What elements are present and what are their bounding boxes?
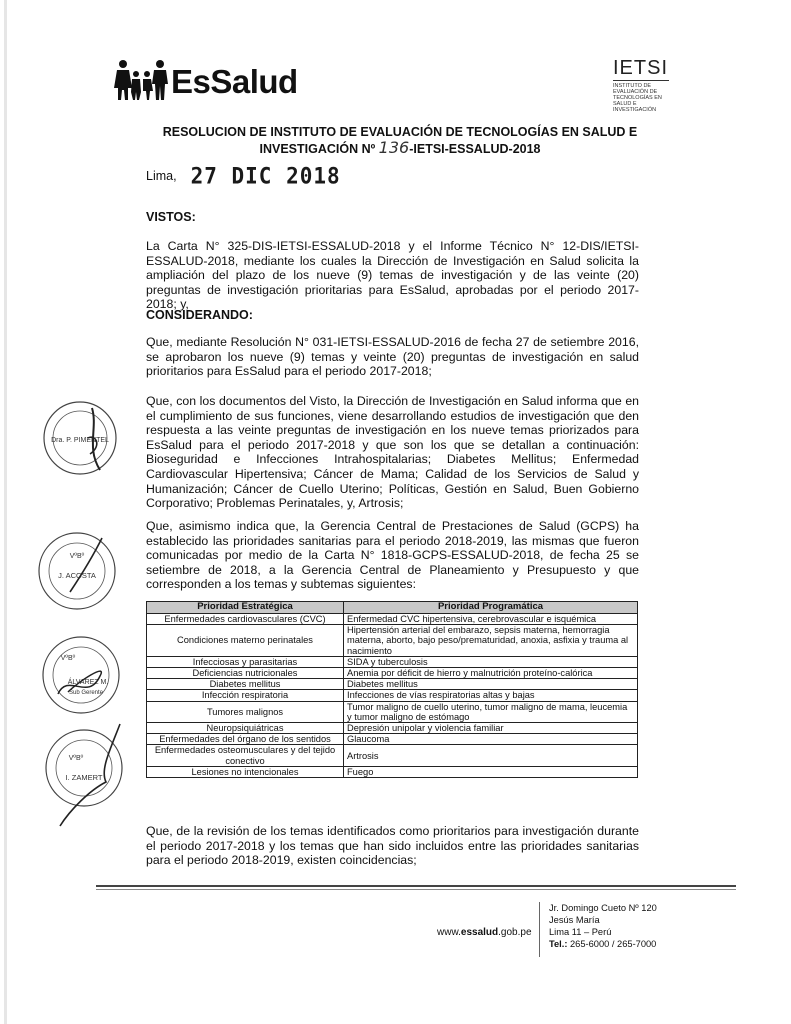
approval-stamp-1: [40, 398, 120, 478]
footer-separator: [539, 902, 540, 957]
table-cell: Hipertensión arterial del embarazo, sepsis materna, hemorragia materna, aborto, bajo peso/prematuridad, anoxia, asfixia y trauma al nacimiento: [344, 625, 638, 657]
seal-stamp-icon: [38, 632, 124, 718]
website-suffix: .gob.pe: [498, 927, 532, 938]
essalud-logo: [114, 58, 298, 102]
footer-divider: [96, 885, 736, 887]
tel-label: Tel.:: [549, 939, 568, 949]
table-cell: SIDA y tuberculosis: [344, 656, 638, 667]
table-row: [147, 734, 638, 745]
vistos-heading: VISTOS:: [146, 210, 196, 224]
table-cell: Fuego: [344, 766, 638, 777]
stamp-3-role: Sub Gerente: [68, 690, 104, 696]
approval-stamp-3: [38, 632, 124, 718]
footer-website[interactable]: [437, 927, 532, 938]
table-cell: Diabetes mellitus: [344, 679, 638, 690]
table-cell: Infecciones de vías respiratorias altas y bajas: [344, 690, 638, 701]
table-cell: Enfermedades del órgano de los sentidos: [147, 734, 344, 745]
table-cell: Anemia por déficit de hierro y malnutrición proteíno-calórica: [344, 668, 638, 679]
stamp-4-name: I. ZAMERT: [65, 773, 103, 782]
address-line-1: Jr. Domingo Cueto Nº 120: [549, 903, 657, 913]
priorities-table: [146, 601, 638, 778]
ietsi-acronym: IETSI: [613, 57, 669, 79]
table-row: [147, 701, 638, 722]
footer-divider-thin: [96, 889, 736, 890]
seal-stamp-icon: [32, 530, 122, 612]
table-cell: Enfermedades osteomusculares y del tejido conectivo: [147, 745, 344, 766]
website-bold: essalud: [460, 927, 499, 938]
table-cell: Neuropsiquiátricas: [147, 723, 344, 734]
address-line-2: Jesús María: [549, 915, 600, 925]
title-prefix: INVESTIGACIÓN Nº: [259, 142, 376, 156]
resolution-title: [140, 125, 660, 157]
table-row: [147, 723, 638, 734]
table-cell: Deficiencias nutricionales: [147, 668, 344, 679]
considerando-heading: CONSIDERANDO:: [146, 308, 253, 322]
ietsi-subtitle: INSTITUTO DE EVALUACIÓN DE TECNOLOGÍAS EN SALUD E INVESTIGACIÓN: [613, 83, 662, 113]
footer-address: [549, 902, 657, 950]
stamp-2-vb: VºBº: [69, 553, 85, 560]
table-cell: Infección respiratoria: [147, 690, 344, 701]
table-cell: Enfermedad CVC hipertensiva, cerebrovascular e isquémica: [344, 614, 638, 625]
table-cell: Condiciones materno perinatales: [147, 625, 344, 657]
considerando-paragraph-4: Que, de la revisión de los temas identificados como prioritarios para investigación durante el periodo 2017-2018 y los temas que han sido incluidos entre las prioridades sanitarias para el periodo 2018-2019, existen coincidencias;: [146, 824, 639, 868]
stamp-3-name: ÁLVAREZ M.: [67, 679, 109, 686]
approval-stamp-2: [32, 530, 122, 612]
table-cell: Tumores malignos: [147, 701, 344, 722]
table-header-programmatic: Prioridad Programática: [344, 602, 638, 614]
table-row: [147, 668, 638, 679]
date-label: Lima,: [146, 169, 177, 183]
table-row: [147, 766, 638, 777]
seal-stamp-icon: [40, 720, 136, 830]
considerando-paragraph-2: Que, con los documentos del Visto, la Dirección de Investigación en Salud informa que en el cumplimiento de sus funciones, viene desarrollando estudios de investigación que den respuesta a las veinte preguntas de investigación en los nueve temas priorizados para EsSalud para el periodo 2017-2018 y que son los que se detallan a continuación: Bioseguridad e Infecciones Intrahospitalarias; Diabetes Mellitus; Enfermedad Cardiovascular Hipertensiva; Cáncer de Mama; Calidad de los Servicios de Salud y Humanización; Cáncer de Cuello Uterino; Políticas, Gestión en Salud, Buen Gobierno Corporativo; Problemas Perinatales, y, Artrosis;: [146, 394, 639, 511]
table-header-strategic: Prioridad Estratégica: [147, 602, 344, 614]
table-row: [147, 679, 638, 690]
tel-numbers: 265-6000 / 265-7000: [570, 939, 657, 949]
table-cell: Depresión unipolar y violencia familiar: [344, 723, 638, 734]
date-row: [146, 164, 341, 188]
table-row: [147, 745, 638, 766]
considerando-paragraph-3: Que, asimismo indica que, la Gerencia Central de Prestaciones de Salud (GCPS) ha establecido las prioridades sanitarias para el periodo 2018-2019, las mismas que fueron comunicadas por medio de la Carta N° 1818-GCPS-ESSALUD-2018, de fecha 25 se setiembre de 2018, a la Gerencia Central de Planeamiento y Presupuesto y que corresponden a los temas y subtemas siguientes:: [146, 519, 639, 592]
table-row: [147, 690, 638, 701]
table-cell: Artrosis: [344, 745, 638, 766]
table-cell: Enfermedades cardiovasculares (CVC): [147, 614, 344, 625]
resolution-number: 136: [378, 138, 410, 157]
family-figures-icon: [114, 58, 168, 102]
scan-edge: [4, 0, 7, 1024]
table-row: [147, 656, 638, 667]
vistos-paragraph: La Carta N° 325-DIS-IETSI-ESSALUD-2018 y el Informe Técnico N° 12-DIS/IETSI-ESSALUD-2018, mediante los cuales la Dirección de Investigación en Salud solicita la ampliación del plazo de los nueve (9) temas de investigación y de las veinte (20) preguntas de investigación prioritarias para EsSalud, aprobadas por el periodo 2017-2018; y,: [146, 239, 639, 312]
title-line1: RESOLUCION DE INSTITUTO DE EVALUACIÓN DE TECNOLOGÍAS EN SALUD E: [162, 125, 638, 139]
table-row: [147, 614, 638, 625]
date-stamp: 27 DIC 2018: [190, 163, 341, 189]
stamp-1-name: Dra. P. PIMENTEL: [51, 437, 109, 444]
table-cell: Glaucoma: [344, 734, 638, 745]
seal-stamp-icon: [40, 398, 120, 478]
website-prefix: www.: [437, 927, 461, 938]
title-suffix: -IETSI-ESSALUD-2018: [409, 142, 541, 156]
table-cell: Tumor maligno de cuello uterino, tumor maligno de mama, leucemia y tumor maligno de estómago: [344, 701, 638, 722]
ietsi-logo: [613, 58, 703, 113]
table-cell: Infecciosas y parasitarias: [147, 656, 344, 667]
approval-stamp-4: [40, 720, 136, 830]
stamp-2-name: J. ACOSTA: [58, 571, 96, 580]
table-cell: Lesiones no intencionales: [147, 766, 344, 777]
phone-line: [549, 938, 657, 950]
table-row: [147, 625, 638, 657]
table-cell: Diabetes mellitus: [147, 679, 344, 690]
stamp-4-vb: VºBº: [68, 755, 84, 762]
address-line-3: Lima 11 – Perú: [549, 927, 612, 937]
considerando-paragraph-1: Que, mediante Resolución N° 031-IETSI-ESSALUD-2016 de fecha 27 de setiembre 2016, se aprobaron los nueve (9) temas y veinte (20) preguntas de investigación en salud prioritarios para EsSalud para el periodo 2017-2018;: [146, 335, 639, 379]
title-line2: [140, 140, 660, 157]
stamp-3-vb: VºBº: [60, 655, 76, 662]
table-header-row: [147, 602, 638, 614]
brand-name: EsSalud: [171, 63, 298, 100]
